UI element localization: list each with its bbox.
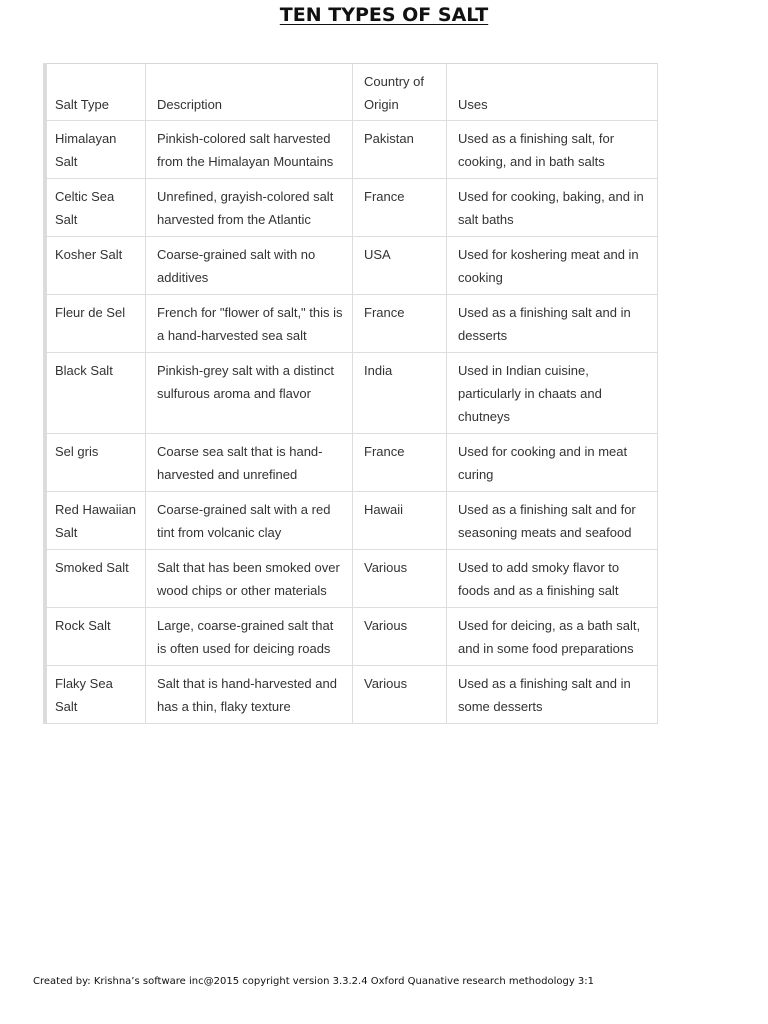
header-salt-type: Salt Type <box>44 64 146 121</box>
cell-salt-type: Black Salt <box>44 353 146 434</box>
cell-country: USA <box>353 237 447 295</box>
table-row <box>44 179 658 237</box>
cell-description: Large, coarse-grained salt that is often used for deicing roads <box>146 608 353 666</box>
cell-description: Salt that is hand-harvested and has a thin, flaky texture <box>146 666 353 724</box>
header-uses: Uses <box>447 64 658 121</box>
cell-uses: Used as a finishing salt and in some desserts <box>447 666 658 724</box>
page-title: TEN TYPES OF SALT <box>279 4 489 26</box>
cell-salt-type: Fleur de Sel <box>44 295 146 353</box>
cell-country: Various <box>353 550 447 608</box>
table-row <box>44 353 658 434</box>
cell-description: Coarse-grained salt with a red tint from volcanic clay <box>146 492 353 550</box>
cell-uses: Used for deicing, as a bath salt, and in some food preparations <box>447 608 658 666</box>
cell-uses: Used for koshering meat and in cooking <box>447 237 658 295</box>
cell-salt-type: Smoked Salt <box>44 550 146 608</box>
cell-description: Pinkish-colored salt harvested from the Himalayan Mountains <box>146 121 353 179</box>
cell-uses: Used as a finishing salt and in desserts <box>447 295 658 353</box>
table-header-row <box>44 64 658 121</box>
cell-country: Hawaii <box>353 492 447 550</box>
cell-description: Unrefined, grayish-colored salt harvested from the Atlantic <box>146 179 353 237</box>
cell-description: Coarse-grained salt with no additives <box>146 237 353 295</box>
cell-uses: Used for cooking, baking, and in salt baths <box>447 179 658 237</box>
cell-salt-type: Celtic Sea Salt <box>44 179 146 237</box>
cell-country: France <box>353 295 447 353</box>
cell-description: French for "flower of salt," this is a hand-harvested sea salt <box>146 295 353 353</box>
cell-uses: Used as a finishing salt, for cooking, and in bath salts <box>447 121 658 179</box>
cell-salt-type: Himalayan Salt <box>44 121 146 179</box>
cell-country: France <box>353 434 447 492</box>
table-row <box>44 608 658 666</box>
cell-uses: Used as a finishing salt and for seasoning meats and seafood <box>447 492 658 550</box>
cell-uses: Used to add smoky flavor to foods and as a finishing salt <box>447 550 658 608</box>
cell-country: Various <box>353 666 447 724</box>
cell-salt-type: Flaky Sea Salt <box>44 666 146 724</box>
cell-country: Pakistan <box>353 121 447 179</box>
cell-uses: Used for cooking and in meat curing <box>447 434 658 492</box>
cell-country: Various <box>353 608 447 666</box>
cell-country: France <box>353 179 447 237</box>
table-body <box>44 121 658 724</box>
salt-table-container <box>43 63 657 724</box>
header-country-of-origin: Country of Origin <box>353 64 447 121</box>
salt-table <box>43 63 658 724</box>
table-row <box>44 237 658 295</box>
cell-salt-type: Red Hawaiian Salt <box>44 492 146 550</box>
cell-description: Salt that has been smoked over wood chips or other materials <box>146 550 353 608</box>
table-row <box>44 434 658 492</box>
cell-country: India <box>353 353 447 434</box>
table-row <box>44 121 658 179</box>
cell-salt-type: Kosher Salt <box>44 237 146 295</box>
cell-salt-type: Sel gris <box>44 434 146 492</box>
cell-description: Pinkish-grey salt with a distinct sulfurous aroma and flavor <box>146 353 353 434</box>
cell-uses: Used in Indian cuisine, particularly in chaats and chutneys <box>447 353 658 434</box>
cell-salt-type: Rock Salt <box>44 608 146 666</box>
cell-description: Coarse sea salt that is hand-harvested and unrefined <box>146 434 353 492</box>
table-row <box>44 666 658 724</box>
table-row <box>44 295 658 353</box>
table-row <box>44 550 658 608</box>
header-description: Description <box>146 64 353 121</box>
table-row <box>44 492 658 550</box>
footer-credit: Created by: Krishna’s software inc@2015 copyright version 3.3.2.4 Oxford Quanative research methodology 3:1 <box>33 976 595 987</box>
